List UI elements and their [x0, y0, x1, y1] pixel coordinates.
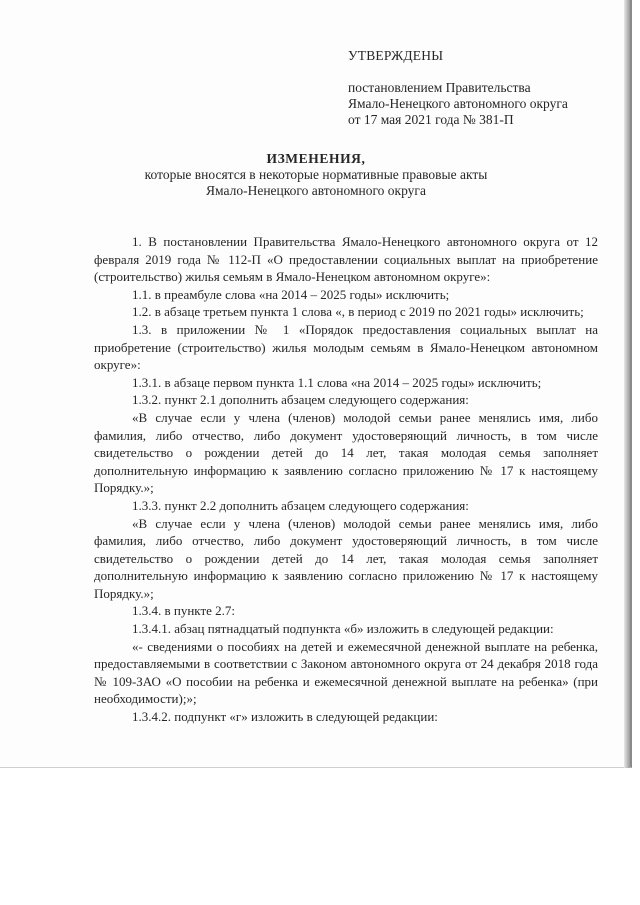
- approval-block: [348, 48, 568, 128]
- paragraph: 1.3.2. пункт 2.1 дополнить абзацем следующего содержания:: [132, 392, 469, 408]
- paragraph: 1.3.4.1. абзац пятнадцатый подпункта «б» изложить в следующей редакции:: [132, 621, 554, 637]
- paragraph: «В случае если у члена (членов) молодой семьи ранее менялись имя, либо фамилия, либо отчество, либо документ удостоверяющий личность, в том числе свидетельство о рождении детей до 14 лет, такая молодая семья заполняет дополнительную информацию к заявлению согласно приложению № 17 к настоящему Порядку.»;: [94, 515, 598, 601]
- paragraph: 1.3.1. в абзаце первом пункта 1.1 слова «на 2014 – 2025 годы» исключить;: [132, 374, 542, 390]
- approval-line: постановлением Правительства: [348, 80, 531, 95]
- approval-line: от 17 мая 2021 года № 381-П: [348, 112, 514, 127]
- approval-heading: УТВЕРЖДЕНЫ: [348, 48, 444, 63]
- title-main: ИЗМЕНЕНИЯ,: [266, 151, 366, 166]
- paragraph: «- сведениями о пособиях на детей и ежемесячной денежной выплате на ребенка, предоставляемыми в соответствии с Законом автономного округа от 24 декабря 2018 года № 109-ЗАО «О пособии на ребенка и ежемесячной денежной выплате на ребенка» (при необходимости);»;: [94, 638, 598, 707]
- document-title: [0, 151, 632, 199]
- title-sub-line: которые вносятся в некоторые нормативные правовые акты: [144, 167, 488, 182]
- paragraph: 1. В постановлении Правительства Ямало-Ненецкого автономного округа от 12 февраля 2019 года № 112-П «О предоставлении социальных выплат на приобретение (строительство) жилья семьям в Ямало-Ненецком автономном округе»:: [94, 234, 598, 285]
- paragraph: 1.3. в приложении № 1 «Порядок предоставления социальных выплат на приобретение (строительство) жилья молодым семьям в Ямало-Ненецком автономном округе»:: [94, 321, 598, 373]
- paragraph: 1.2. в абзаце третьем пункта 1 слова «, в период с 2019 по 2021 годы» исключить;: [132, 304, 584, 320]
- document-body: [94, 233, 598, 726]
- scan-edge: [624, 0, 630, 768]
- paragraph: 1.3.3. пункт 2.2 дополнить абзацем следующего содержания:: [132, 497, 469, 513]
- paragraph: 1.1. в преамбуле слова «на 2014 – 2025 годы» исключить;: [132, 286, 450, 302]
- paragraph: 1.3.4.2. подпункт «г» изложить в следующей редакции:: [132, 709, 438, 725]
- approval-line: Ямало-Ненецкого автономного округа: [348, 96, 568, 111]
- title-sub-line: Ямало-Ненецкого автономного округа: [206, 183, 426, 198]
- paragraph: 1.3.4. в пункте 2.7:: [132, 603, 236, 619]
- paragraph: «В случае если у члена (членов) молодой семьи ранее менялись имя, либо фамилия, либо отчество, либо документ удостоверяющий личность, в том числе свидетельство о рождении детей до 14 лет, такая молодая семья заполняет дополнительную информацию к заявлению согласно приложению № 17 к настоящему Порядку.»;: [94, 409, 598, 496]
